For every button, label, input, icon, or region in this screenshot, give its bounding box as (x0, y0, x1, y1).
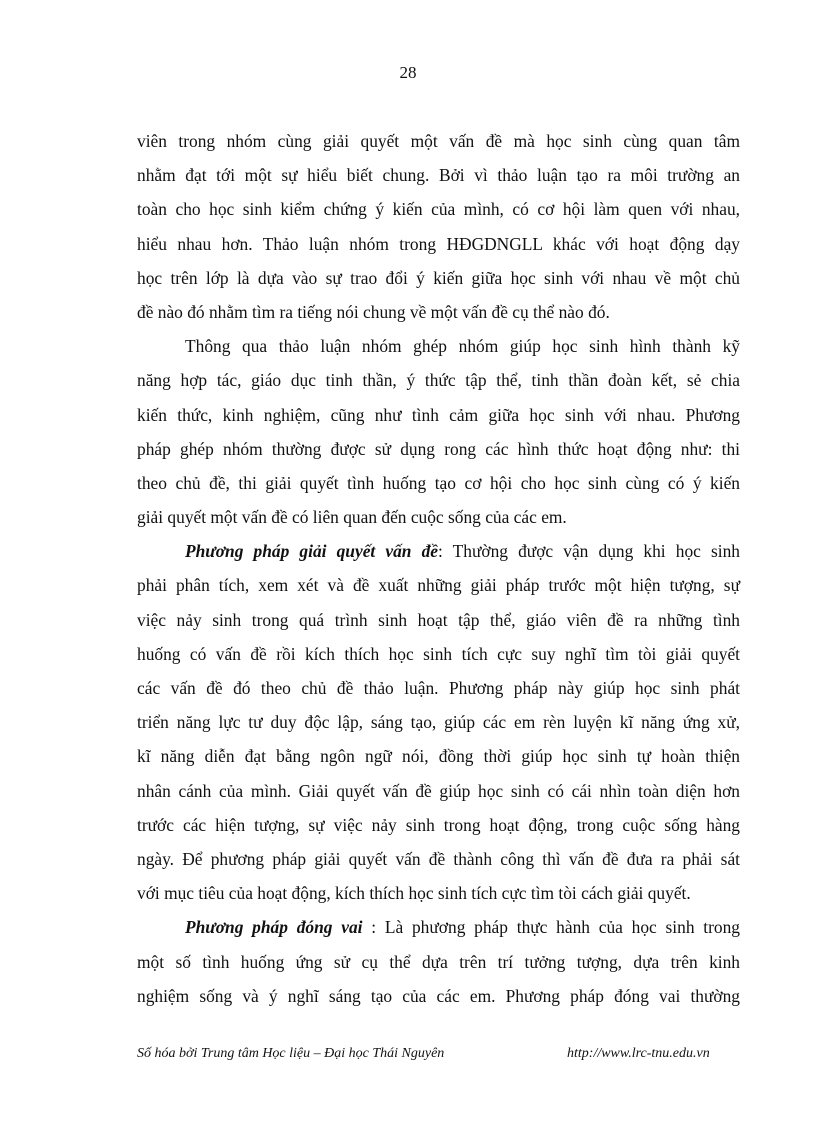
footer-source: Số hóa bởi Trung tâm Học liệu – Đại học Thái Nguyên (137, 1046, 445, 1061)
text-line: năng hợp tác, giáo dục tinh thần, ý thức tập thể, tinh thần đoàn kết, sẻ chia (137, 370, 740, 391)
text-line: học trên lớp là dựa vào sự trao đổi ý kiến giữa học sinh với nhau về một chủ (137, 267, 740, 288)
page-number: 28 (399, 63, 417, 82)
term-continuation: : Là phương pháp thực hành của học sinh trong (362, 917, 741, 938)
text-line: trước các hiện tượng, sự việc nảy sinh trong hoạt động, trong cuộc sống hàng (137, 814, 740, 835)
text-line: với mục tiêu của hoạt động, kích thích học sinh tích cực tìm tòi cách giải quyết. (137, 883, 691, 904)
text-line: phải phân tích, xem xét và đề xuất những giải pháp trước một hiện tượng, sự (137, 575, 740, 596)
text-line: một số tình huống ứng sử cụ thể dựa trên trí tưởng tượng, dựa trên kinh (137, 951, 740, 972)
text-line: huống có vấn đề rồi kích thích học sinh tích cực suy nghĩ tìm tòi giải quyết (137, 643, 740, 664)
text-line: hiểu nhau hơn. Thảo luận nhóm trong HĐGDNGLL khác với hoạt động dạy (137, 233, 740, 254)
text-line: pháp ghép nhóm thường được sử dụng rong các hình thức hoạt động như: thi (137, 438, 740, 459)
method-term: Phương pháp giải quyết vấn đề (185, 541, 438, 562)
text-line: việc nảy sinh trong quá trình sinh hoạt tập thể, giáo viên đề ra những tình (137, 609, 740, 630)
text-line: nghiệm sống và ý nghĩ sáng tạo của các em. Phương pháp đóng vai thường (137, 985, 740, 1006)
text-line: ngày. Để phương pháp giải quyết vấn đề thành công thì vấn đề đưa ra phải sát (137, 848, 740, 869)
text-line: triển năng lực tư duy độc lập, sáng tạo, giúp các em rèn luyện kĩ năng ứng xử, (137, 712, 740, 733)
text-line: giải quyết một vấn đề có liên quan đến cuộc sống của các em. (137, 507, 567, 528)
text-line (137, 534, 740, 568)
body-text (137, 124, 740, 1013)
text-line: kĩ năng diễn đạt bằng ngôn ngữ nói, đồng thời giúp học sinh tự hoàn thiện (137, 746, 740, 767)
text-line: các vấn đề đó theo chủ đề thảo luận. Phương pháp này giúp học sinh phát (137, 678, 740, 698)
text-line: toàn cho học sinh kiểm chứng ý kiến của mình, có cơ hội làm quen với nhau, (137, 199, 740, 220)
method-term: Phương pháp đóng vai (185, 917, 363, 938)
footer-url: http://www.lrc-tnu.edu.vn (567, 1046, 710, 1061)
term-continuation: : Thường được vận dụng khi học sinh (438, 541, 740, 562)
text-line: kiến thức, kinh nghiệm, cũng như tình cảm giữa học sinh với nhau. Phương (137, 404, 740, 425)
text-line: theo chủ đề, thi giải quyết tình huống tạo cơ hội cho học sinh cùng có ý kiến (137, 472, 740, 493)
text-line: viên trong nhóm cùng giải quyết một vấn đề mà học sinh cùng quan tâm (137, 131, 740, 151)
text-line (137, 910, 740, 944)
text-line: nhằm đạt tới một sự hiểu biết chung. Bởi vì thảo luận tạo ra môi trường an (137, 165, 740, 186)
text-line: nhân cánh của mình. Giải quyết vấn đề giúp học sinh có cái nhìn toàn diện hơn (137, 780, 740, 801)
text-line: đề nào đó nhằm tìm ra tiếng nói chung về một vấn đề cụ thể nào đó. (137, 301, 610, 322)
text-line: Thông qua thảo luận nhóm ghép nhóm giúp học sinh hình thành kỹ (185, 336, 740, 357)
